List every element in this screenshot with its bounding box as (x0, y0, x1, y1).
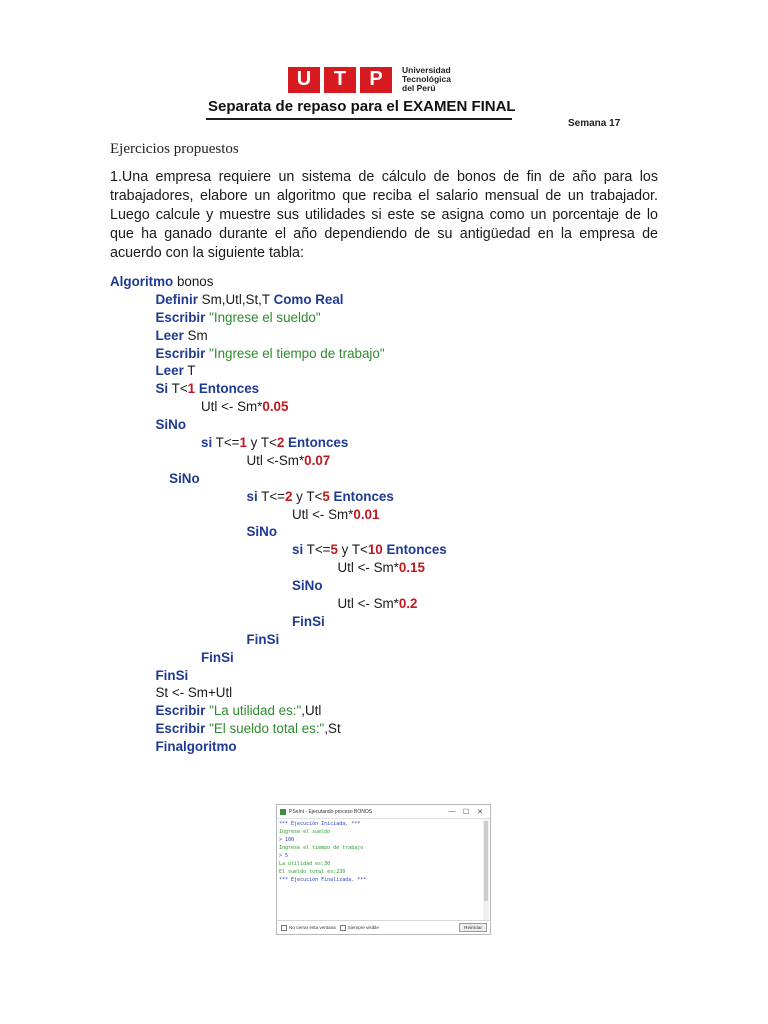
utp-logo (288, 66, 451, 93)
code-line (0, 488, 768, 506)
code-token: FinSi (201, 649, 234, 665)
code-line (0, 452, 768, 470)
code-line (0, 362, 768, 380)
code-line (0, 380, 768, 398)
code-token: T<= (303, 542, 331, 558)
code-token: si (246, 488, 258, 504)
code-line (0, 720, 768, 738)
exercise-statement: 1.Una empresa requiere un sistema de cálculo de bonos de fin de año para los trabajadores, elabore un algoritmo que reciba el salario mensual de un trabajador. Luego calcule y muestre sus utilidades si este se asigna como un porcentaje de lo que ha ganado durante el año dependiendo de su antigüedad en la empresa de acuerdo con la siguiente tabla: (110, 169, 658, 261)
code-token: Entonces (386, 542, 447, 558)
console-titlebar (277, 805, 490, 819)
code-token: SiNo (169, 470, 200, 486)
code-token: Utl <- Sm* (337, 560, 399, 576)
code-line (0, 613, 768, 631)
title-underline (206, 118, 512, 120)
always-visible-label: Siempre visible (347, 925, 379, 930)
code-token: 2 (276, 435, 285, 451)
code-token: ,St (324, 721, 341, 737)
code-line (0, 506, 768, 524)
code-token: 2 (284, 488, 293, 504)
code-line (0, 631, 768, 649)
code-token: Utl <- Sm* (292, 506, 354, 522)
logo-university-name: Universidad Tecnológica del Perú (402, 65, 451, 93)
code-line (0, 684, 768, 702)
reset-button[interactable]: Reiniciar (459, 923, 487, 932)
code-token: FinSi (155, 667, 189, 683)
code-line (0, 345, 768, 363)
section-title: Ejercicios propuestos (110, 141, 239, 157)
code-line (0, 577, 768, 595)
console-scrollbar[interactable] (483, 819, 489, 921)
code-token: 1 (187, 381, 196, 397)
code-line (0, 649, 768, 667)
code-token: Leer (155, 363, 184, 379)
console-line: *** Ejecución Finalizada. *** (279, 877, 367, 883)
code-token: 0.01 (353, 506, 380, 522)
week-label: Semana 17 (568, 118, 621, 129)
code-token: 10 (367, 542, 383, 558)
code-token: Sm (183, 327, 208, 343)
code-token: Leer (155, 327, 184, 343)
logo-letter-p: P (360, 67, 392, 93)
code-token: si (201, 435, 213, 451)
code-token: Utl <- Sm* (201, 399, 263, 415)
code-token: 5 (322, 488, 330, 504)
code-token: 0.2 (398, 596, 418, 612)
code-line (0, 327, 768, 345)
logo-letter-u: U (288, 67, 320, 93)
minimize-icon[interactable]: — (448, 808, 456, 815)
console-footer (277, 920, 490, 934)
code-token: Sm,Utl,St,T (197, 291, 274, 307)
code-token: Utl <- Sm* (337, 596, 399, 612)
code-token: 0.15 (398, 560, 425, 576)
keep-open-checkbox[interactable] (281, 925, 287, 931)
code-token: Escribir (155, 721, 206, 737)
code-token: T<= (212, 435, 240, 451)
code-token: SiNo (155, 417, 187, 433)
code-token: "La utilidad es:" (205, 703, 302, 719)
code-token: y T< (292, 488, 323, 504)
code-line (0, 595, 768, 613)
code-line (0, 559, 768, 577)
document-title: Separata de repaso para el EXAMEN FINAL (208, 98, 516, 115)
code-token: FinSi (246, 631, 280, 647)
code-token: Como Real (273, 291, 344, 307)
console-title: PSeInt - Ejecutando proceso BONOS (289, 808, 373, 815)
maximize-icon[interactable]: ☐ (462, 808, 470, 816)
console-line: Ingrese el tiempo de trabajo (279, 845, 364, 851)
code-line (0, 416, 768, 434)
code-line (0, 398, 768, 416)
code-token: bonos (173, 274, 214, 289)
code-line (0, 738, 768, 756)
code-token: y T< (337, 542, 368, 558)
code-token: "Ingrese el sueldo" (205, 309, 321, 325)
code-token: Entonces (333, 488, 394, 504)
header-banner (130, 56, 630, 138)
code-line (0, 541, 768, 559)
code-token: Entonces (288, 435, 349, 451)
code-token: Si (155, 381, 169, 397)
close-icon[interactable]: ✕ (477, 808, 483, 816)
code-token: 5 (330, 542, 338, 558)
code-token: T< (168, 381, 188, 397)
code-line (0, 309, 768, 327)
pseint-app-icon (280, 809, 286, 815)
console-line: Ingrese el sueldo (279, 829, 331, 835)
console-line: > 100 (279, 837, 295, 843)
console-line: El sueldo total es:230 (279, 869, 346, 875)
console-line: *** Ejecución Iniciada. *** (279, 821, 361, 827)
code-token: 0.05 (262, 399, 289, 415)
code-token: "Ingrese el tiempo de trabajo" (205, 345, 385, 361)
console-line: La utilidad es:30 (279, 861, 331, 867)
code-token: Algoritmo (110, 274, 174, 289)
code-line (0, 667, 768, 685)
code-line (0, 273, 768, 291)
console-output (279, 819, 483, 922)
console-scrollbar-thumb[interactable] (484, 821, 488, 901)
code-token: 0.07 (304, 452, 331, 468)
code-token: Entonces (198, 381, 260, 397)
code-line (0, 470, 768, 488)
console-line: > 5 (279, 853, 289, 859)
pseint-console-window (276, 804, 491, 935)
code-token: FinSi (292, 613, 325, 629)
code-token: SiNo (292, 578, 323, 594)
always-visible-checkbox[interactable] (340, 925, 346, 931)
code-token: St <- Sm+Utl (155, 685, 233, 701)
code-line (0, 523, 768, 541)
code-token: Utl <-Sm* (246, 452, 305, 468)
code-token: Definir (155, 291, 198, 307)
code-token: SiNo (246, 524, 278, 540)
code-token: T (183, 363, 196, 379)
code-token: si (292, 542, 304, 558)
code-token: 1 (239, 435, 247, 451)
logo-letter-t: T (324, 67, 356, 93)
code-token: Escribir (155, 345, 206, 361)
keep-open-label: No cerrar esta ventana (289, 925, 336, 930)
code-line (0, 291, 768, 309)
code-token: Finalgoritmo (155, 739, 237, 755)
code-token: Escribir (155, 309, 206, 325)
code-token: ,Utl (301, 703, 322, 719)
code-token: Escribir (155, 703, 206, 719)
code-line (0, 434, 768, 452)
code-token: T<= (257, 488, 285, 504)
code-line (0, 702, 768, 720)
code-token: "El sueldo total es:" (205, 721, 325, 737)
code-token: y T< (246, 435, 277, 451)
pseudocode-block (0, 273, 768, 756)
